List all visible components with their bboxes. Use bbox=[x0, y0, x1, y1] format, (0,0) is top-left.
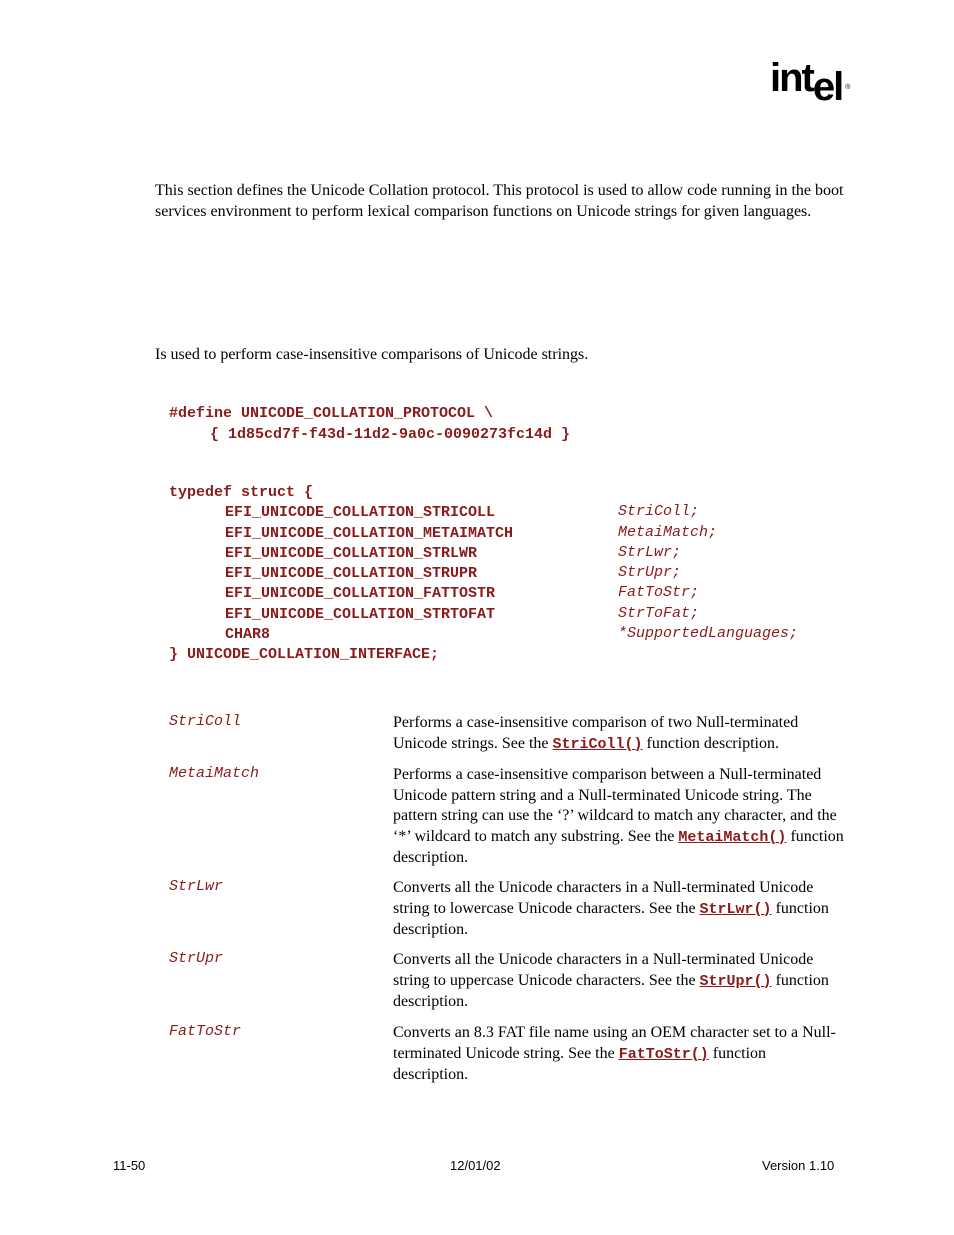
param-desc-text: Performs a case-insensitive comparison between a Null-terminated Unicode pattern string and a Null-terminated Unicode string. The pattern string can use the ‘?’ wildcard to match any character, and the ‘*’ wildcard to match any substring. See the bbox=[393, 766, 837, 845]
footer-date: 12/01/02 bbox=[450, 1158, 501, 1173]
param-desc-text: function description. bbox=[393, 899, 829, 938]
fattostr-link[interactable]: FatToStr() bbox=[618, 1045, 709, 1063]
logo-text-el: el bbox=[812, 65, 843, 109]
struct-field-type: EFI_UNICODE_COLLATION_FATTOSTR bbox=[225, 585, 496, 602]
struct-close: } UNICODE_COLLATION_INTERFACE; bbox=[169, 646, 440, 663]
struct-field-type: CHAR8 bbox=[225, 626, 271, 643]
param-desc-metaimatch bbox=[393, 765, 845, 869]
stricoll-link[interactable]: StriColl() bbox=[552, 735, 643, 753]
param-desc-stricoll bbox=[393, 713, 845, 755]
logo-text-main: int bbox=[770, 56, 813, 100]
param-desc-text: Performs a case-insensitive comparison of two Null-terminated Unicode strings. See the bbox=[393, 714, 799, 752]
struct-field-name: StrUpr; bbox=[618, 564, 682, 581]
param-desc-text: function description. bbox=[393, 971, 829, 1010]
param-desc-text: function description. bbox=[393, 1044, 767, 1083]
struct-field-type: EFI_UNICODE_COLLATION_STRTOFAT bbox=[225, 606, 496, 623]
param-desc-text: function description. bbox=[642, 734, 779, 752]
strlwr-link[interactable]: StrLwr() bbox=[699, 900, 772, 918]
metaimatch-link[interactable]: MetaiMatch() bbox=[678, 828, 787, 846]
param-desc-strupr bbox=[393, 950, 845, 1013]
param-name-strupr: StrUpr bbox=[169, 950, 224, 967]
intel-logo bbox=[770, 56, 851, 109]
param-desc-text: Converts all the Unicode characters in a Null-terminated Unicode string to uppercase Unicode characters. See the bbox=[393, 951, 814, 989]
struct-field-type: EFI_UNICODE_COLLATION_METAIMATCH bbox=[225, 525, 514, 542]
struct-field-name: StrToFat; bbox=[618, 605, 700, 622]
struct-field-type: EFI_UNICODE_COLLATION_STRLWR bbox=[225, 545, 478, 562]
struct-field-name: StrLwr; bbox=[618, 544, 682, 561]
param-name-stricoll: StriColl bbox=[169, 713, 242, 730]
param-name-fattostr: FatToStr bbox=[169, 1023, 242, 1040]
param-desc-fattostr bbox=[393, 1023, 845, 1086]
guid-value-line: { 1d85cd7f-f43d-11d2-9a0c-0090273fc14d } bbox=[210, 426, 571, 443]
param-name-strlwr: StrLwr bbox=[169, 878, 224, 895]
struct-field-name: FatToStr; bbox=[618, 584, 700, 601]
strupr-link[interactable]: StrUpr() bbox=[699, 972, 772, 990]
struct-field-name: *SupportedLanguages; bbox=[618, 625, 799, 642]
param-desc-text: Converts an 8.3 FAT file name using an OEM character set to a Null-terminated Unicode string. See the bbox=[393, 1024, 836, 1062]
struct-open: typedef struct { bbox=[169, 484, 314, 501]
param-desc-text: Converts all the Unicode characters in a Null-terminated Unicode string to lowercase Unicode characters. See the bbox=[393, 879, 814, 917]
guid-define-line: #define UNICODE_COLLATION_PROTOCOL \ bbox=[169, 405, 494, 422]
summary-paragraph: Is used to perform case-insensitive comparisons of Unicode strings. bbox=[155, 346, 589, 363]
struct-field-type: EFI_UNICODE_COLLATION_STRUPR bbox=[225, 565, 478, 582]
param-desc-strlwr bbox=[393, 878, 845, 941]
struct-field-type: EFI_UNICODE_COLLATION_STRICOLL bbox=[225, 504, 496, 521]
logo-registered: ® bbox=[845, 84, 851, 91]
page-number: 11-50 bbox=[113, 1158, 146, 1173]
param-desc-text: function description. bbox=[393, 827, 844, 866]
intro-paragraph: This section defines the Unicode Collation protocol. This protocol is used to allow code running in the boot services environment to perform lexical comparison functions on Unicode strings for given languages. bbox=[155, 182, 844, 220]
footer-version: Version 1.10 bbox=[762, 1158, 835, 1173]
struct-field-name: MetaiMatch; bbox=[618, 524, 718, 541]
param-name-metaimatch: MetaiMatch bbox=[169, 765, 260, 782]
struct-field-name: StriColl; bbox=[618, 503, 700, 520]
